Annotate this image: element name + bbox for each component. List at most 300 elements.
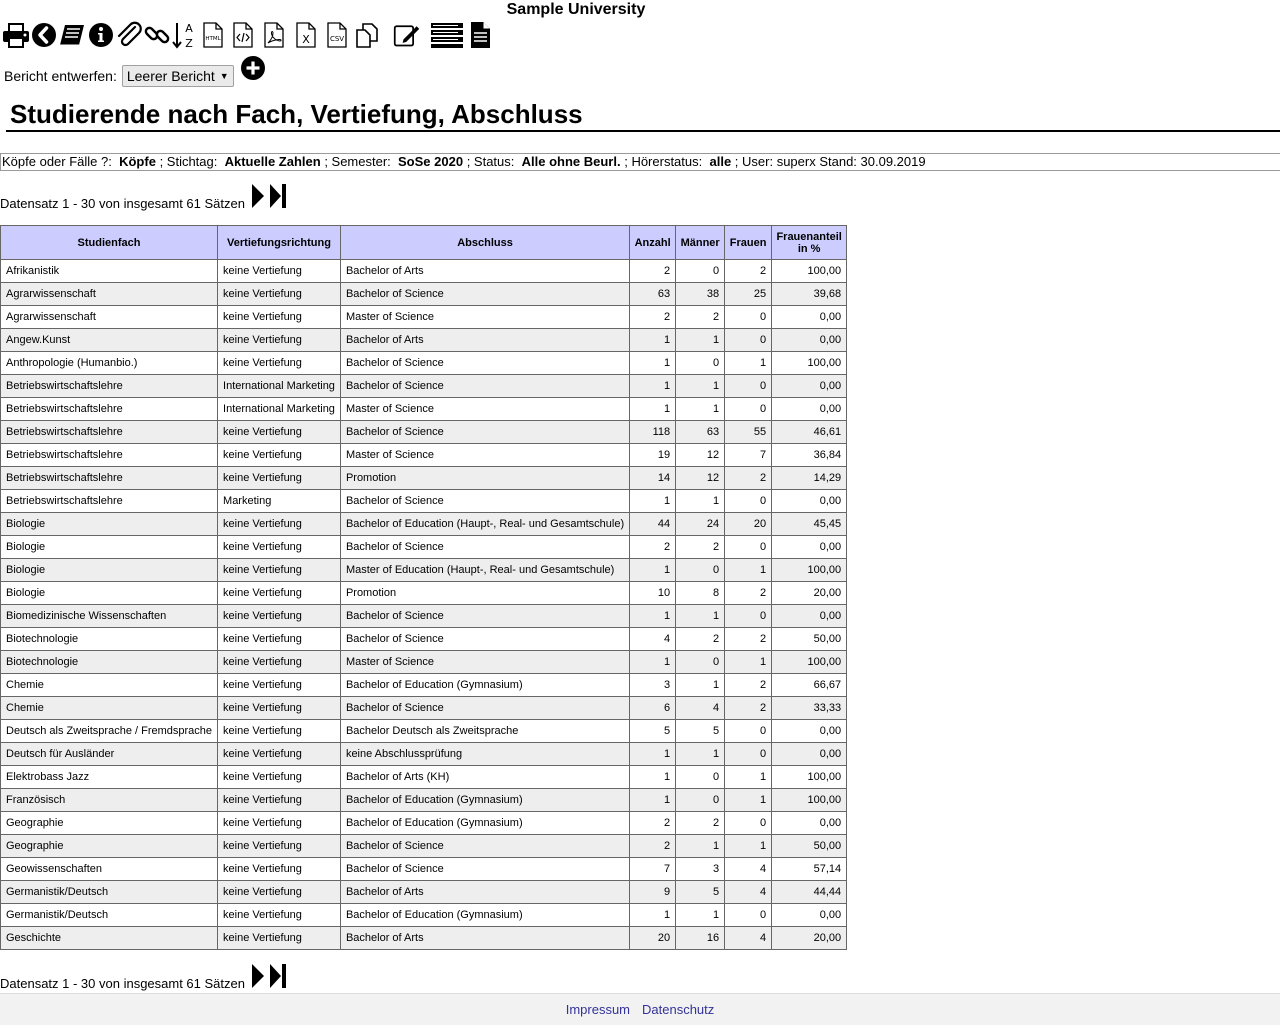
cell-maenner: 0 — [676, 352, 725, 375]
cell-vertiefungsrichtung: keine Vertiefung — [218, 743, 341, 766]
table-row — [1, 582, 847, 605]
add-report-button[interactable] — [240, 55, 266, 84]
cell-frauenanteil: 50,00 — [772, 628, 847, 651]
cell-abschluss: Master of Science — [340, 444, 629, 467]
edit-icon[interactable] — [393, 20, 421, 50]
cell-anzahl: 63 — [630, 283, 676, 306]
cell-frauenanteil: 100,00 — [772, 651, 847, 674]
cell-anzahl: 10 — [630, 582, 676, 605]
cell-studienfach: Betriebswirtschaftslehre — [1, 421, 218, 444]
cell-vertiefungsrichtung: keine Vertiefung — [218, 467, 341, 490]
cell-anzahl: 20 — [630, 927, 676, 950]
cell-abschluss: Master of Education (Haupt-, Real- und Gesamtschule) — [340, 559, 629, 582]
cell-anzahl: 2 — [630, 260, 676, 283]
cell-vertiefungsrichtung: International Marketing — [218, 398, 341, 421]
link-icon[interactable] — [143, 20, 171, 50]
cell-abschluss: Bachelor of Arts — [340, 329, 629, 352]
cell-studienfach: Chemie — [1, 674, 218, 697]
svg-text:HTML: HTML — [205, 36, 221, 42]
report-template-select[interactable] — [122, 65, 234, 87]
cell-abschluss: Master of Science — [340, 651, 629, 674]
cell-frauen: 0 — [725, 536, 772, 559]
last-page-icon[interactable] — [269, 963, 287, 992]
cell-abschluss: Master of Science — [340, 398, 629, 421]
cell-frauenanteil: 66,67 — [772, 674, 847, 697]
filter-stichtag-label: ; Stichtag: — [159, 154, 218, 169]
cell-frauenanteil: 44,44 — [772, 881, 847, 904]
cell-vertiefungsrichtung: keine Vertiefung — [218, 260, 341, 283]
cell-frauenanteil: 20,00 — [772, 582, 847, 605]
cell-vertiefungsrichtung: keine Vertiefung — [218, 927, 341, 950]
cell-vertiefungsrichtung: keine Vertiefung — [218, 444, 341, 467]
cell-studienfach: Germanistik/Deutsch — [1, 881, 218, 904]
filter-koepfe-label: Köpfe oder Fälle ?: — [2, 154, 112, 169]
cell-vertiefungsrichtung: keine Vertiefung — [218, 329, 341, 352]
cell-frauenanteil: 0,00 — [772, 375, 847, 398]
cell-anzahl: 7 — [630, 858, 676, 881]
table-row — [1, 513, 847, 536]
cell-studienfach: Geographie — [1, 812, 218, 835]
cell-anzahl: 1 — [630, 743, 676, 766]
cell-frauen: 7 — [725, 444, 772, 467]
cell-frauen: 2 — [725, 674, 772, 697]
cell-frauenanteil: 0,00 — [772, 812, 847, 835]
filter-hoerer-label: ; Hörerstatus: — [624, 154, 703, 169]
cell-vertiefungsrichtung: keine Vertiefung — [218, 881, 341, 904]
cell-studienfach: Betriebswirtschaftslehre — [1, 444, 218, 467]
table-row — [1, 743, 847, 766]
table-row — [1, 283, 847, 306]
table-row — [1, 674, 847, 697]
column-header-anzahl[interactable]: Anzahl — [630, 226, 676, 260]
pager-bottom — [0, 963, 287, 992]
table-row — [1, 881, 847, 904]
html-export-icon[interactable] — [199, 20, 227, 50]
cell-studienfach: Anthropologie (Humanbio.) — [1, 352, 218, 375]
cell-vertiefungsrichtung: Marketing — [218, 490, 341, 513]
cell-vertiefungsrichtung: keine Vertiefung — [218, 674, 341, 697]
cell-maenner: 3 — [676, 858, 725, 881]
cell-anzahl: 1 — [630, 766, 676, 789]
table-row — [1, 306, 847, 329]
cell-anzahl: 1 — [630, 375, 676, 398]
cell-vertiefungsrichtung: keine Vertiefung — [218, 858, 341, 881]
page-title: Studierende nach Fach, Vertiefung, Abschluss — [10, 99, 583, 129]
plus-circle-icon — [240, 55, 266, 81]
cell-frauen: 1 — [725, 835, 772, 858]
table-row — [1, 904, 847, 927]
cell-maenner: 5 — [676, 881, 725, 904]
cell-frauenanteil: 50,00 — [772, 835, 847, 858]
cell-studienfach: Biotechnologie — [1, 651, 218, 674]
cell-maenner: 38 — [676, 283, 725, 306]
cell-anzahl: 1 — [630, 904, 676, 927]
cell-abschluss: Bachelor of Education (Gymnasium) — [340, 812, 629, 835]
cell-vertiefungsrichtung: keine Vertiefung — [218, 628, 341, 651]
table-row — [1, 421, 847, 444]
cell-studienfach: Betriebswirtschaftslehre — [1, 490, 218, 513]
cell-vertiefungsrichtung: keine Vertiefung — [218, 559, 341, 582]
design-row — [4, 65, 266, 87]
cell-vertiefungsrichtung: keine Vertiefung — [218, 651, 341, 674]
cell-frauen: 0 — [725, 904, 772, 927]
cell-frauen: 4 — [725, 858, 772, 881]
cell-studienfach: Agrarwissenschaft — [1, 306, 218, 329]
cell-frauen: 0 — [725, 306, 772, 329]
table-row — [1, 858, 847, 881]
filter-semester-label: ; Semester: — [324, 154, 391, 169]
cell-maenner: 4 — [676, 697, 725, 720]
cell-frauen: 1 — [725, 651, 772, 674]
cell-maenner: 1 — [676, 490, 725, 513]
filter-user-stand: ; User: superx Stand: 30.09.2019 — [734, 154, 926, 169]
cell-maenner: 2 — [676, 812, 725, 835]
cell-abschluss: Bachelor of Science — [340, 536, 629, 559]
cell-frauenanteil: 100,00 — [772, 559, 847, 582]
chevron-down-icon: ▼ — [219, 71, 229, 81]
cell-frauen: 0 — [725, 720, 772, 743]
report-table — [0, 225, 847, 950]
svg-text:A: A — [185, 22, 193, 35]
filter-semester-value: SoSe 2020 — [398, 154, 464, 169]
cell-anzahl: 2 — [630, 306, 676, 329]
cell-studienfach: Afrikanistik — [1, 260, 218, 283]
pager-top — [0, 183, 287, 212]
cell-vertiefungsrichtung: keine Vertiefung — [218, 283, 341, 306]
table-row — [1, 812, 847, 835]
column-header-vertiefungsrichtung[interactable]: Vertiefungsrichtung — [218, 226, 341, 260]
cell-anzahl: 44 — [630, 513, 676, 536]
cell-abschluss: Bachelor of Arts (KH) — [340, 766, 629, 789]
cell-frauenanteil: 14,29 — [772, 467, 847, 490]
copy-icon[interactable] — [353, 20, 381, 50]
column-header-maenner[interactable]: Männer — [676, 226, 725, 260]
cell-studienfach: Französisch — [1, 789, 218, 812]
svg-text:Z: Z — [185, 37, 193, 50]
last-page-icon[interactable] — [269, 183, 287, 212]
cell-frauenanteil: 0,00 — [772, 306, 847, 329]
cell-vertiefungsrichtung: keine Vertiefung — [218, 605, 341, 628]
table-row — [1, 720, 847, 743]
cell-maenner: 0 — [676, 789, 725, 812]
cell-anzahl: 1 — [630, 329, 676, 352]
cell-vertiefungsrichtung: keine Vertiefung — [218, 766, 341, 789]
column-header-studienfach[interactable]: Studienfach — [1, 226, 218, 260]
cell-frauen: 0 — [725, 375, 772, 398]
filter-status-value: Alle ohne Beurl. — [521, 154, 621, 169]
cell-maenner: 1 — [676, 375, 725, 398]
cell-studienfach: Betriebswirtschaftslehre — [1, 398, 218, 421]
sort-az-icon[interactable] — [170, 20, 198, 50]
cell-frauen: 0 — [725, 812, 772, 835]
cell-maenner: 1 — [676, 605, 725, 628]
cell-studienfach: Biologie — [1, 582, 218, 605]
cell-frauen: 0 — [725, 605, 772, 628]
cell-frauen: 0 — [725, 743, 772, 766]
title-divider — [6, 130, 1280, 132]
cell-maenner: 12 — [676, 444, 725, 467]
footer — [0, 993, 1280, 1025]
cell-abschluss: Bachelor of Arts — [340, 927, 629, 950]
cell-frauen: 1 — [725, 766, 772, 789]
cell-frauenanteil: 100,00 — [772, 789, 847, 812]
cell-abschluss: Bachelor of Science — [340, 283, 629, 306]
cell-frauen: 2 — [725, 628, 772, 651]
design-label: Bericht entwerfen: — [4, 68, 117, 84]
cell-anzahl: 2 — [630, 812, 676, 835]
cell-anzahl: 1 — [630, 559, 676, 582]
cell-studienfach: Geschichte — [1, 927, 218, 950]
cell-frauenanteil: 0,00 — [772, 329, 847, 352]
cell-vertiefungsrichtung: keine Vertiefung — [218, 582, 341, 605]
cell-anzahl: 2 — [630, 536, 676, 559]
table-row — [1, 375, 847, 398]
cell-frauen: 1 — [725, 352, 772, 375]
cell-anzahl: 6 — [630, 697, 676, 720]
cell-frauen: 0 — [725, 329, 772, 352]
record-range-text: Datensatz 1 - 30 von insgesamt 61 Sätzen — [0, 976, 245, 991]
cell-frauenanteil: 100,00 — [772, 766, 847, 789]
cell-maenner: 1 — [676, 329, 725, 352]
cell-anzahl: 14 — [630, 467, 676, 490]
cell-anzahl: 1 — [630, 352, 676, 375]
cell-frauen: 55 — [725, 421, 772, 444]
cell-frauen: 25 — [725, 283, 772, 306]
cell-maenner: 1 — [676, 904, 725, 927]
cell-studienfach: Biotechnologie — [1, 628, 218, 651]
filter-status-label: ; Status: — [466, 154, 515, 169]
cell-frauen: 2 — [725, 582, 772, 605]
cell-maenner: 12 — [676, 467, 725, 490]
cell-abschluss: Bachelor Deutsch als Zweitsprache — [340, 720, 629, 743]
cell-maenner: 2 — [676, 306, 725, 329]
cell-maenner: 2 — [676, 536, 725, 559]
cell-frauen: 2 — [725, 467, 772, 490]
cell-frauenanteil: 0,00 — [772, 743, 847, 766]
cell-anzahl: 1 — [630, 605, 676, 628]
cell-abschluss: Bachelor of Science — [340, 605, 629, 628]
cell-anzahl: 19 — [630, 444, 676, 467]
cell-frauen: 2 — [725, 260, 772, 283]
cell-frauenanteil: 36,84 — [772, 444, 847, 467]
next-page-icon[interactable] — [251, 183, 265, 212]
cell-studienfach: Biomedizinische Wissenschaften — [1, 605, 218, 628]
pdf-export-icon[interactable] — [260, 20, 288, 50]
cell-anzahl: 1 — [630, 490, 676, 513]
csv-export-icon[interactable] — [323, 20, 351, 50]
cell-abschluss: Bachelor of Education (Gymnasium) — [340, 674, 629, 697]
table-row — [1, 651, 847, 674]
cell-frauenanteil: 20,00 — [772, 927, 847, 950]
cell-maenner: 1 — [676, 743, 725, 766]
cell-maenner: 1 — [676, 398, 725, 421]
cell-maenner: 1 — [676, 835, 725, 858]
cell-maenner: 5 — [676, 720, 725, 743]
cell-anzahl: 1 — [630, 789, 676, 812]
cell-vertiefungsrichtung: keine Vertiefung — [218, 513, 341, 536]
table-row — [1, 352, 847, 375]
cell-abschluss: Bachelor of Education (Gymnasium) — [340, 904, 629, 927]
cell-studienfach: Deutsch für Ausländer — [1, 743, 218, 766]
cell-anzahl: 2 — [630, 835, 676, 858]
cell-abschluss: Bachelor of Education (Gymnasium) — [340, 789, 629, 812]
cell-frauenanteil: 100,00 — [772, 260, 847, 283]
column-header-abschluss[interactable]: Abschluss — [340, 226, 629, 260]
column-header-frauenanteil[interactable]: Frauenanteil in % — [772, 226, 847, 260]
svg-text:X: X — [302, 33, 310, 46]
cell-studienfach: Chemie — [1, 697, 218, 720]
info-icon[interactable] — [87, 20, 115, 50]
cell-vertiefungsrichtung: keine Vertiefung — [218, 306, 341, 329]
cell-studienfach: Betriebswirtschaftslehre — [1, 467, 218, 490]
cell-maenner: 0 — [676, 766, 725, 789]
cell-studienfach: Geographie — [1, 835, 218, 858]
paperclip-icon[interactable] — [115, 20, 143, 50]
cell-anzahl: 3 — [630, 674, 676, 697]
cell-vertiefungsrichtung: keine Vertiefung — [218, 697, 341, 720]
table-row — [1, 260, 847, 283]
cell-frauenanteil: 0,00 — [772, 490, 847, 513]
back-icon[interactable] — [30, 20, 58, 50]
cell-frauenanteil: 100,00 — [772, 352, 847, 375]
cell-frauen: 20 — [725, 513, 772, 536]
datenschutz-link[interactable]: Datenschutz — [642, 1002, 715, 1017]
cell-abschluss: Bachelor of Science — [340, 835, 629, 858]
cell-frauenanteil: 33,33 — [772, 697, 847, 720]
filter-summary — [0, 153, 1280, 171]
cell-maenner: 0 — [676, 651, 725, 674]
cell-frauenanteil: 0,00 — [772, 398, 847, 421]
cell-abschluss: Bachelor of Science — [340, 490, 629, 513]
cell-anzahl: 5 — [630, 720, 676, 743]
cell-frauen: 1 — [725, 789, 772, 812]
cell-frauen: 1 — [725, 559, 772, 582]
filter-stichtag-value: Aktuelle Zahlen — [224, 154, 321, 169]
cell-frauen: 4 — [725, 927, 772, 950]
table-row — [1, 444, 847, 467]
site-title: Sample University — [506, 1, 646, 18]
cell-anzahl: 118 — [630, 421, 676, 444]
next-page-icon[interactable] — [251, 963, 265, 992]
cell-studienfach: Biologie — [1, 513, 218, 536]
table-row — [1, 605, 847, 628]
cell-abschluss: Bachelor of Arts — [340, 260, 629, 283]
cell-anzahl: 1 — [630, 651, 676, 674]
cell-studienfach: Biologie — [1, 559, 218, 582]
cell-maenner: 0 — [676, 559, 725, 582]
table-row — [1, 490, 847, 513]
cell-abschluss: Bachelor of Education (Haupt-, Real- und Gesamtschule) — [340, 513, 629, 536]
cell-maenner: 8 — [676, 582, 725, 605]
table-row — [1, 467, 847, 490]
cell-studienfach: Elektrobass Jazz — [1, 766, 218, 789]
table-row — [1, 536, 847, 559]
filter-koepfe-value: Köpfe — [119, 154, 156, 169]
cell-frauen: 0 — [725, 490, 772, 513]
cell-anzahl: 1 — [630, 398, 676, 421]
cell-studienfach: Germanistik/Deutsch — [1, 904, 218, 927]
cell-abschluss: Bachelor of Science — [340, 697, 629, 720]
cell-anzahl: 9 — [630, 881, 676, 904]
document-icon[interactable] — [468, 20, 492, 50]
cell-studienfach: Angew.Kunst — [1, 329, 218, 352]
excel-export-icon[interactable] — [292, 20, 320, 50]
record-range-text: Datensatz 1 - 30 von insgesamt 61 Sätzen — [0, 196, 245, 211]
cell-frauenanteil: 0,00 — [772, 904, 847, 927]
list-icon[interactable] — [430, 20, 464, 50]
cell-maenner: 2 — [676, 628, 725, 651]
cell-frauenanteil: 0,00 — [772, 720, 847, 743]
cell-maenner: 0 — [676, 260, 725, 283]
impressum-link[interactable]: Impressum — [565, 1002, 631, 1017]
cell-abschluss: Master of Science — [340, 306, 629, 329]
filter-hoerer-value: alle — [709, 154, 732, 169]
cell-vertiefungsrichtung: keine Vertiefung — [218, 536, 341, 559]
cell-abschluss: Bachelor of Science — [340, 858, 629, 881]
cell-abschluss: keine Abschlussprüfung — [340, 743, 629, 766]
cell-abschluss: Promotion — [340, 467, 629, 490]
cell-vertiefungsrichtung: keine Vertiefung — [218, 720, 341, 743]
table-row — [1, 398, 847, 421]
cell-frauenanteil: 46,61 — [772, 421, 847, 444]
cell-maenner: 24 — [676, 513, 725, 536]
cell-abschluss: Promotion — [340, 582, 629, 605]
cell-vertiefungsrichtung: keine Vertiefung — [218, 904, 341, 927]
cell-vertiefungsrichtung: keine Vertiefung — [218, 352, 341, 375]
report-template-value: Leerer Bericht — [126, 68, 215, 84]
print-icon[interactable] — [2, 20, 30, 50]
table-row — [1, 835, 847, 858]
cell-frauenanteil: 0,00 — [772, 536, 847, 559]
cell-maenner: 16 — [676, 927, 725, 950]
cell-vertiefungsrichtung: keine Vertiefung — [218, 789, 341, 812]
cell-maenner: 63 — [676, 421, 725, 444]
cell-anzahl: 4 — [630, 628, 676, 651]
table-header-row — [1, 226, 847, 260]
xml-export-icon[interactable] — [229, 20, 257, 50]
cell-frauenanteil: 39,68 — [772, 283, 847, 306]
cell-abschluss: Bachelor of Science — [340, 421, 629, 444]
table-row — [1, 628, 847, 651]
cell-frauen: 4 — [725, 881, 772, 904]
table-body — [1, 260, 847, 950]
cell-studienfach: Biologie — [1, 536, 218, 559]
cell-studienfach: Geowissenschaften — [1, 858, 218, 881]
svg-text:CSV: CSV — [329, 35, 345, 43]
cell-vertiefungsrichtung: keine Vertiefung — [218, 421, 341, 444]
table-row — [1, 559, 847, 582]
cell-studienfach: Betriebswirtschaftslehre — [1, 375, 218, 398]
cell-vertiefungsrichtung: International Marketing — [218, 375, 341, 398]
cell-frauenanteil: 45,45 — [772, 513, 847, 536]
cell-abschluss: Bachelor of Science — [340, 352, 629, 375]
cell-vertiefungsrichtung: keine Vertiefung — [218, 835, 341, 858]
cell-studienfach: Agrarwissenschaft — [1, 283, 218, 306]
cell-frauenanteil: 57,14 — [772, 858, 847, 881]
cell-vertiefungsrichtung: keine Vertiefung — [218, 812, 341, 835]
column-header-frauen[interactable]: Frauen — [725, 226, 772, 260]
table-row — [1, 789, 847, 812]
cell-abschluss: Bachelor of Arts — [340, 881, 629, 904]
table-row — [1, 766, 847, 789]
cell-maenner: 1 — [676, 674, 725, 697]
table-row — [1, 697, 847, 720]
cell-frauenanteil: 0,00 — [772, 605, 847, 628]
cell-frauen: 2 — [725, 697, 772, 720]
books-icon[interactable] — [58, 20, 86, 50]
cell-studienfach: Deutsch als Zweitsprache / Fremdsprache — [1, 720, 218, 743]
cell-abschluss: Bachelor of Science — [340, 375, 629, 398]
